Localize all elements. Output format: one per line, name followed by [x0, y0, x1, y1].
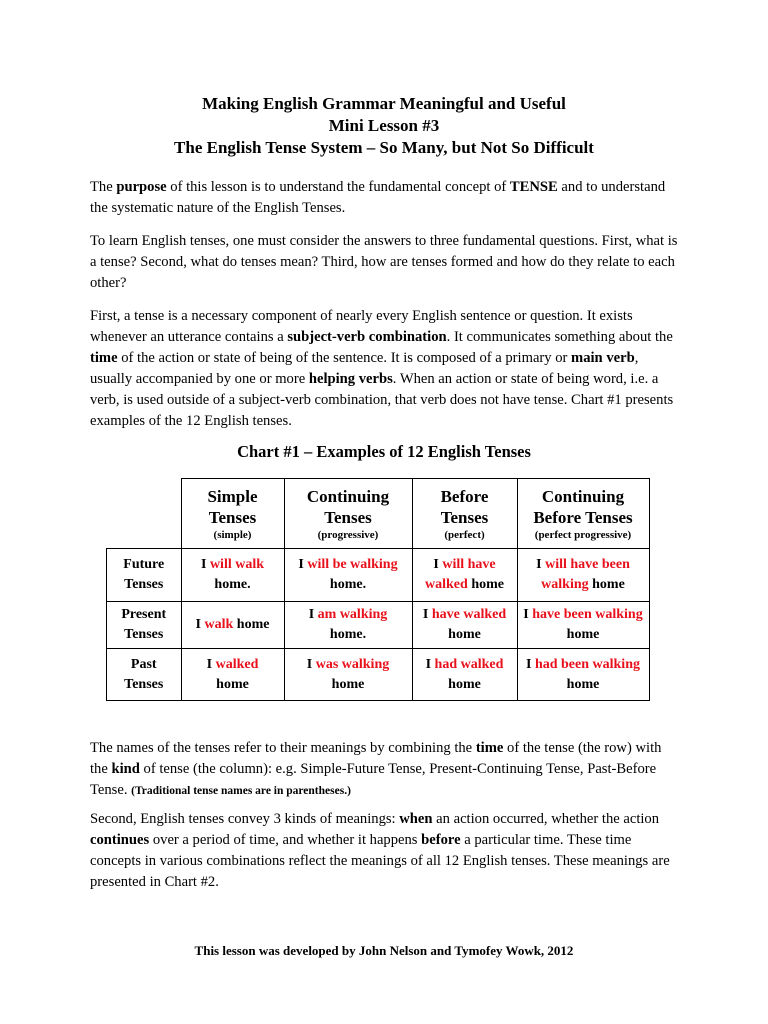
row-header-line: Present: [121, 607, 167, 622]
table-header-row: [107, 479, 650, 549]
table-cell: [284, 649, 412, 701]
table-cell: [284, 549, 412, 602]
cell-object: home: [566, 676, 600, 692]
column-header-line: Before Tenses: [533, 507, 633, 527]
column-header-simple: [181, 479, 284, 549]
table-row: [107, 549, 650, 602]
cell-object: home.: [214, 577, 251, 592]
paragraph-questions: To learn English tenses, one must consider the answers to three fundamental questions. First, what is a tense? Second, what do tenses mean? Third, how are tenses formed and how do they relate to each other?: [90, 233, 678, 291]
table-cell: [412, 649, 517, 701]
cell-verb: was walking: [315, 656, 390, 672]
cell-verb: will walk: [209, 557, 265, 572]
cell-object: home: [448, 627, 481, 642]
table-corner: [107, 479, 182, 549]
text: over a period of time, and whether it happens: [149, 832, 422, 848]
column-subheader: (perfect): [444, 528, 485, 541]
column-header-continuing-before: [517, 479, 649, 549]
bold-text: subject-verb combination: [287, 329, 447, 345]
paragraph-tense-definition: [90, 306, 680, 432]
cell-subject: I: [422, 607, 432, 622]
cell-verb: will have walked: [425, 557, 496, 592]
cell-verb: will have been walking: [541, 557, 630, 592]
bold-text: before: [421, 832, 461, 848]
cell-verb: have been walking: [532, 607, 643, 622]
cell-object: home: [233, 617, 270, 632]
table-cell: [181, 602, 284, 649]
text: First, a tense is a necessary component of nearly every English sentence or question. It exists whenever an utterance contains a: [90, 308, 633, 345]
cell-object: home.: [329, 577, 367, 592]
table-cell: [181, 649, 284, 701]
text: . When an action or state of being word, i.e. a verb, is used outside of a subject-verb combination, that verb does not have tense. Chart #1 presents examples of the 12 English tenses.: [90, 371, 674, 429]
bold-text: continues: [90, 832, 150, 848]
cell-object: home: [331, 676, 365, 692]
column-header-line: Tenses: [440, 507, 489, 527]
cell-object: home: [216, 676, 249, 692]
text: , usually accompanied by one or more: [90, 350, 639, 387]
cell-subject: I: [433, 557, 443, 572]
text: a particular time. These time concepts in various combinations reflect the meanings of all 12 English tenses. These meanings are presented in Chart #2.: [90, 832, 670, 890]
column-subheader: (simple): [213, 528, 252, 541]
column-header-line: Continuing: [541, 486, 625, 506]
bold-text: main verb: [571, 350, 635, 366]
footer-credit: This lesson was developed by John Nelson and Tymofey Wowk, 2012: [194, 943, 574, 958]
row-header-line: Tenses: [124, 577, 164, 592]
cell-verb: walk: [204, 617, 234, 632]
text: of the action or state of being of the sentence. It is composed of a primary or: [117, 350, 572, 366]
row-header-line: Tenses: [124, 676, 164, 692]
title-line-3: The English Tense System – So Many, but Not So Difficult: [174, 138, 594, 157]
column-header-line: Tenses: [208, 507, 257, 527]
title-line-2: Mini Lesson #3: [328, 116, 440, 135]
paragraph-tense-names: [90, 738, 680, 802]
bold-text: time: [475, 740, 504, 756]
title-line-1: Making English Grammar Meaningful and Useful: [202, 94, 566, 113]
cell-subject: I: [536, 557, 546, 572]
cell-verb: had been walking: [534, 656, 640, 672]
column-header-continuing: [284, 479, 412, 549]
text: an action occurred, whether the action: [432, 811, 660, 827]
text: of tense (the column): e.g. Simple-Future Tense, Present-Continuing Tense, Past-Before Tense.: [90, 761, 657, 798]
cell-object: home: [448, 676, 481, 692]
table-cell: [517, 649, 649, 701]
paragraph-purpose: [90, 177, 680, 219]
text: The: [90, 179, 117, 195]
cell-verb: will be walking: [307, 557, 398, 572]
document-title: [0, 93, 768, 159]
table-cell: [412, 549, 517, 602]
cell-verb: had walked: [434, 656, 504, 672]
cell-subject: I: [526, 656, 535, 672]
column-header-line: Before: [440, 486, 489, 506]
column-header-before: [412, 479, 517, 549]
cell-verb: have walked: [431, 607, 507, 622]
table-row: [107, 649, 650, 701]
text: The names of the tenses refer to their meanings by combining the: [90, 740, 476, 756]
bold-text: kind: [111, 761, 140, 777]
cell-subject: I: [425, 656, 435, 672]
row-header-future: [107, 549, 182, 602]
table-cell: [181, 549, 284, 602]
text: of the tense (the row) with the: [90, 740, 662, 777]
row-header-line: Tenses: [124, 627, 164, 642]
table-cell: [517, 602, 649, 649]
text: . It communicates something about the: [446, 329, 673, 345]
row-header-line: Future: [123, 557, 165, 572]
cell-verb: walked: [215, 656, 259, 672]
cell-object: home: [467, 577, 504, 592]
text: Second, English tenses convey 3 kinds of meanings:: [90, 811, 400, 827]
table-cell: [284, 602, 412, 649]
column-subheader: (perfect progressive): [534, 528, 632, 541]
column-subheader: (progressive): [317, 528, 379, 541]
cell-object: home.: [329, 627, 367, 642]
cell-subject: I: [206, 656, 216, 672]
cell-subject: I: [308, 607, 318, 622]
cell-subject: I: [523, 607, 533, 622]
chart-title: Chart #1 – Examples of 12 English Tenses: [237, 442, 531, 461]
row-header-line: Past: [130, 656, 157, 672]
cell-subject: I: [298, 557, 308, 572]
table-row: [107, 602, 650, 649]
column-header-line: Simple: [207, 486, 258, 506]
bold-text: helping verbs: [308, 371, 393, 387]
column-header-line: Tenses: [324, 507, 372, 527]
table-cell: [517, 549, 649, 602]
text: of this lesson is to understand the fundamental concept of: [166, 179, 510, 195]
bold-text: when: [399, 811, 433, 827]
row-header-past: [107, 649, 182, 701]
cell-object: home: [566, 627, 600, 642]
tense-table: [106, 478, 650, 701]
bold-text: TENSE: [509, 179, 558, 195]
cell-subject: I: [306, 656, 316, 672]
column-header-line: Continuing: [306, 486, 390, 506]
cell-subject: I: [195, 617, 205, 632]
row-header-present: [107, 602, 182, 649]
text: and to understand the systematic nature of the English Tenses.: [90, 179, 666, 216]
bold-text: purpose: [116, 179, 167, 195]
cell-object: home: [588, 577, 625, 592]
bold-text: time: [90, 350, 118, 366]
table-cell: [412, 602, 517, 649]
cell-verb: am walking: [317, 607, 388, 622]
paragraph-meanings: [90, 809, 680, 893]
cell-subject: I: [200, 557, 210, 572]
note-text: (Traditional tense names are in parentheses.): [131, 785, 351, 797]
